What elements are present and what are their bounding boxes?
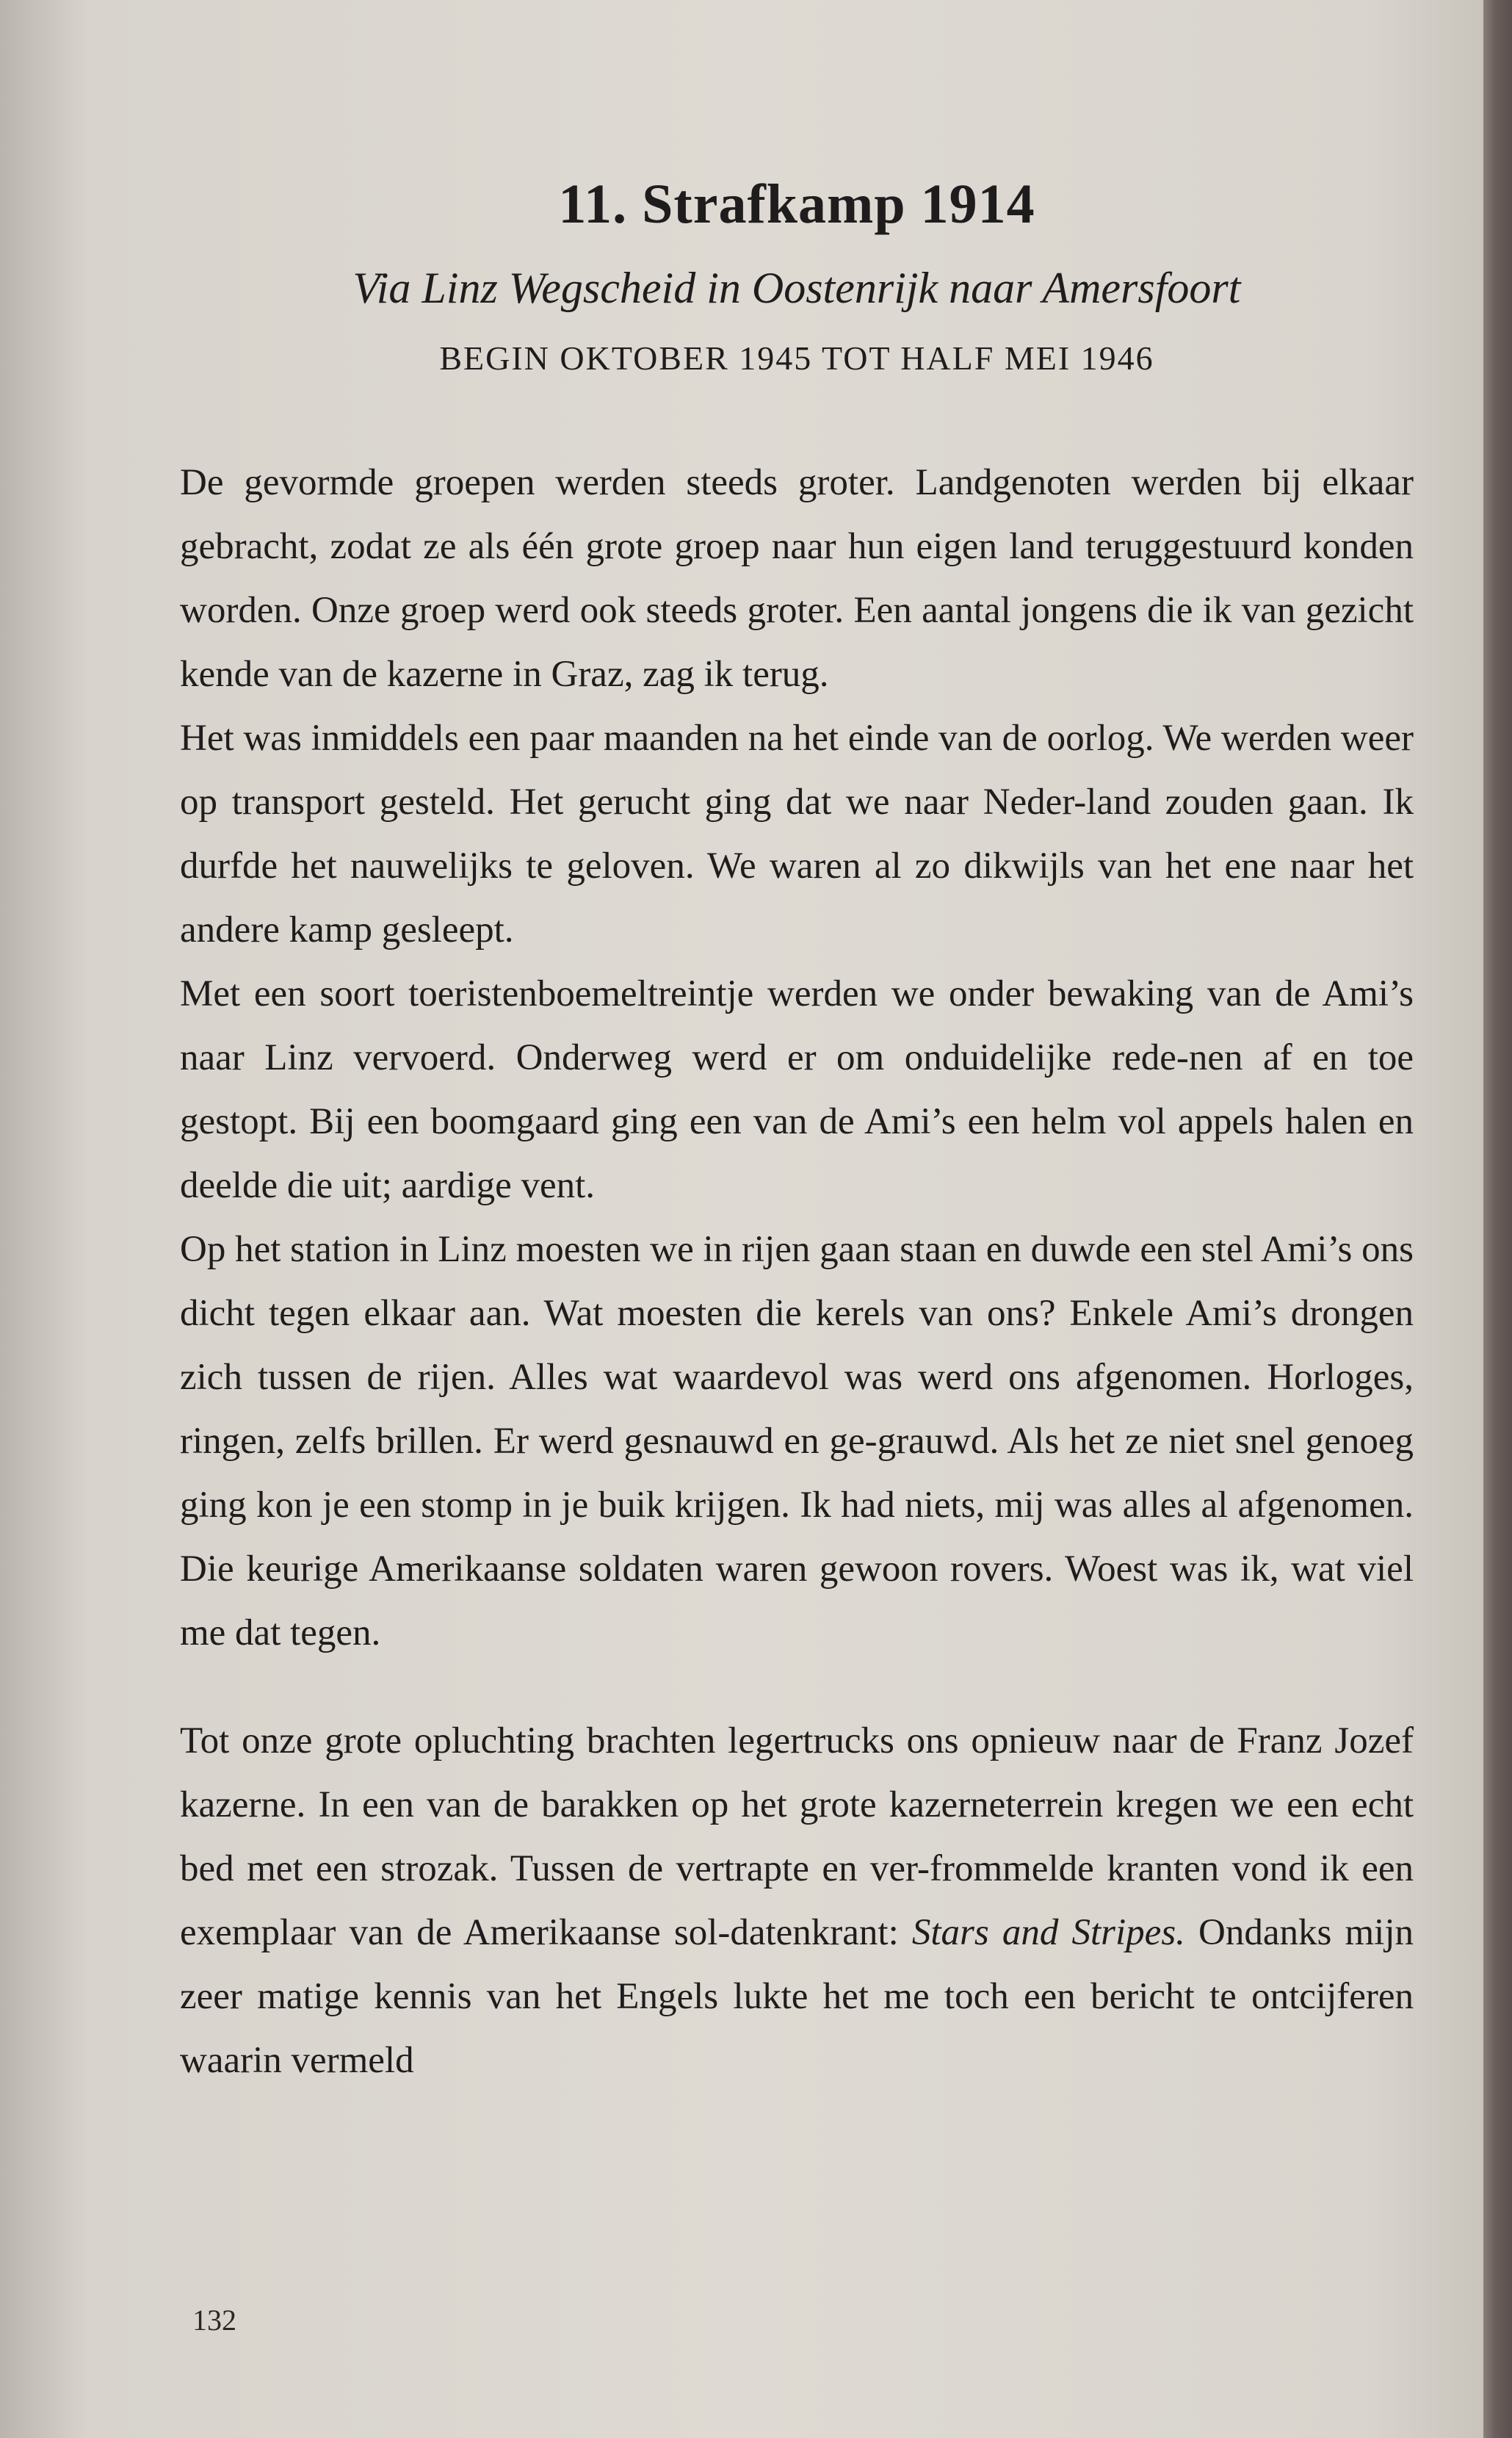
body-text xyxy=(180,451,1414,2093)
paragraph-4: Op het station in Linz moesten we in rijen gaan staan en duwde een stel Ami’s ons dicht tegen elkaar aan. Wat moesten die kerels van ons? Enkele Ami’s drongen zich tussen de rijen. Alles wat waardevol was werd ons afgenomen. Horloges, ringen, zelfs brillen. Er werd gesnauwd en ge-grauwd. Als het ze niet snel genoeg ging kon je een stomp in je buik krijgen. Ik had niets, mij was alles al afgenomen. Die keurige Amerikaanse soldaten waren gewoon rovers. Woest was ik, wat viel me dat tegen. xyxy=(180,1229,1414,1653)
paragraph-3: Met een soort toeristenboemeltreintje werden we onder bewaking van de Ami’s naar Linz vervoerd. Onderweg werd er om onduidelijke rede-nen af en toe gestopt. Bij een boomgaard ging een van de Ami’s een helm vol appels halen en deelde die uit; aardige vent. xyxy=(180,973,1414,1206)
paragraph-5 xyxy=(180,1709,1414,2093)
page-number: 132 xyxy=(192,2304,236,2337)
chapter-dates: BEGIN OKTOBER 1945 TOT HALF MEI 1946 xyxy=(439,339,1154,377)
paragraph-1: De gevormde groepen werden steeds groter. Landgenoten werden bij elkaar gebracht, zodat ze als één grote groep naar hun eigen land teruggestuurd konden worden. Onze groep werd ook steeds groter. Een aantal jongens die ik van gezicht kende van de kazerne in Graz, zag ik terug. xyxy=(180,462,1414,695)
section-break xyxy=(180,1665,1414,1709)
chapter-title: 11. Strafkamp 1914 xyxy=(558,173,1035,235)
paragraph-5-text-start: Tot onze grote opluchting brachten legertrucks ons opnieuw naar de Franz Jozef kazerne. In een van de barakken op het grote kazerneterrein kregen we een echt bed met een strozak. Tussen de vertrapte en ver-frommelde kranten vond ik een exemplaar van de Amerikaanse sol-datenkrant: xyxy=(180,1720,1414,1953)
page-edge xyxy=(1483,0,1512,2438)
chapter-subtitle: Via Linz Wegscheid in Oostenrijk naar Amersfoort xyxy=(352,264,1241,312)
newspaper-title: Stars and Stripes. xyxy=(911,1912,1185,1953)
paragraph-2: Het was inmiddels een paar maanden na het einde van de oorlog. We werden weer op transport gesteld. Het gerucht ging dat we naar Neder-land zouden gaan. Ik durfde het nauwelijks te geloven. We waren al zo dikwijls van het ene naar het andere kamp gesleept. xyxy=(180,718,1414,951)
paragraph-5-text-end: Ondanks mijn zeer matige kennis van het Engels lukte het me toch een bericht te ontcijferen waarin vermeld xyxy=(180,1912,1414,2081)
page-content xyxy=(180,173,1414,2093)
